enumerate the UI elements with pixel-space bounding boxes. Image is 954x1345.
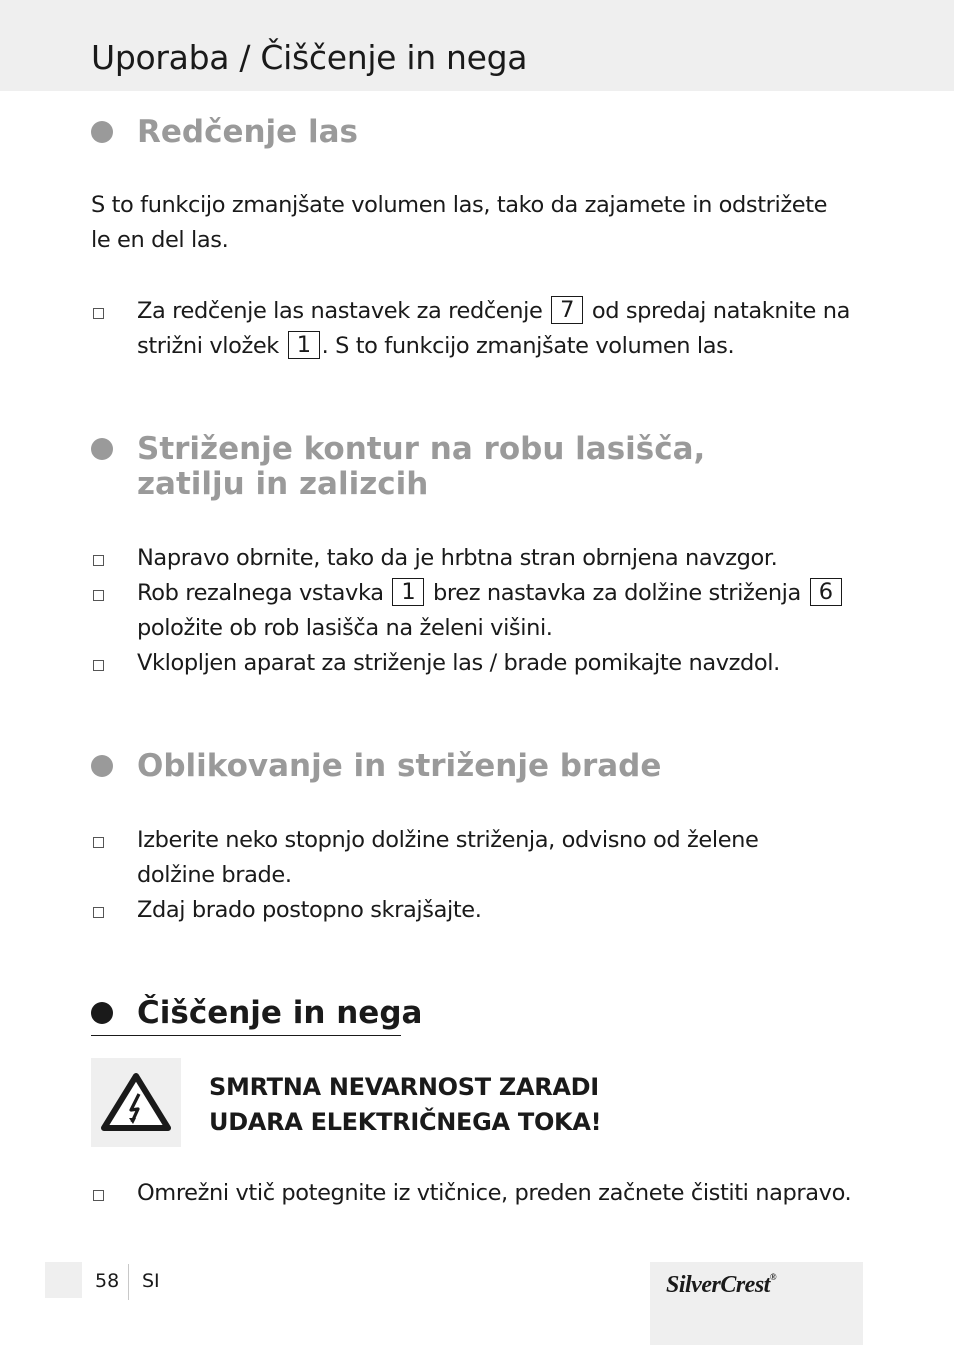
- heading-underline: [91, 1035, 401, 1036]
- square-bullet-icon: [93, 555, 104, 566]
- bullet-dot-icon: [91, 755, 113, 777]
- part-reference: 7: [551, 296, 583, 324]
- bullet-dot-icon: [91, 121, 113, 143]
- brand-logo-box: [650, 1262, 863, 1345]
- thinning-intro: S to funkcijo zmanjšate volumen las, tako da zajamete in odstrižete le en del las.: [91, 192, 828, 253]
- square-bullet-icon: [93, 308, 104, 319]
- part-reference: 1: [392, 578, 424, 606]
- warning-text: SMRTNA NEVARNOST ZARADI UDARA ELEKTRIČNEGA TOKA!: [209, 1073, 602, 1136]
- part-reference: 6: [810, 578, 842, 606]
- page-header: [0, 0, 954, 91]
- electric-hazard-icon: [91, 1058, 181, 1147]
- bullet-dot-icon: [91, 438, 113, 460]
- language-code: SI: [142, 1270, 160, 1292]
- square-bullet-icon: [93, 1190, 104, 1201]
- footer-divider: [128, 1264, 129, 1300]
- page-title: Uporaba / Čiščenje in nega: [91, 38, 528, 77]
- page-number: 58: [95, 1270, 120, 1292]
- square-bullet-icon: [93, 837, 104, 848]
- warning-icon-box: [91, 1058, 181, 1147]
- square-bullet-icon: [93, 590, 104, 601]
- list-item: Za redčenje las nastavek za redčenje 7 od spredaj nataknite na strižni vložek 1 . S to funkcijo zmanjšate volumen las.: [91, 294, 891, 364]
- footer-marker: [45, 1262, 82, 1298]
- square-bullet-icon: [93, 907, 104, 918]
- part-reference: 1: [288, 331, 320, 359]
- square-bullet-icon: [93, 660, 104, 671]
- bullet-dot-icon: [91, 1002, 113, 1024]
- brand-logo: SilverCrest®: [666, 1272, 777, 1298]
